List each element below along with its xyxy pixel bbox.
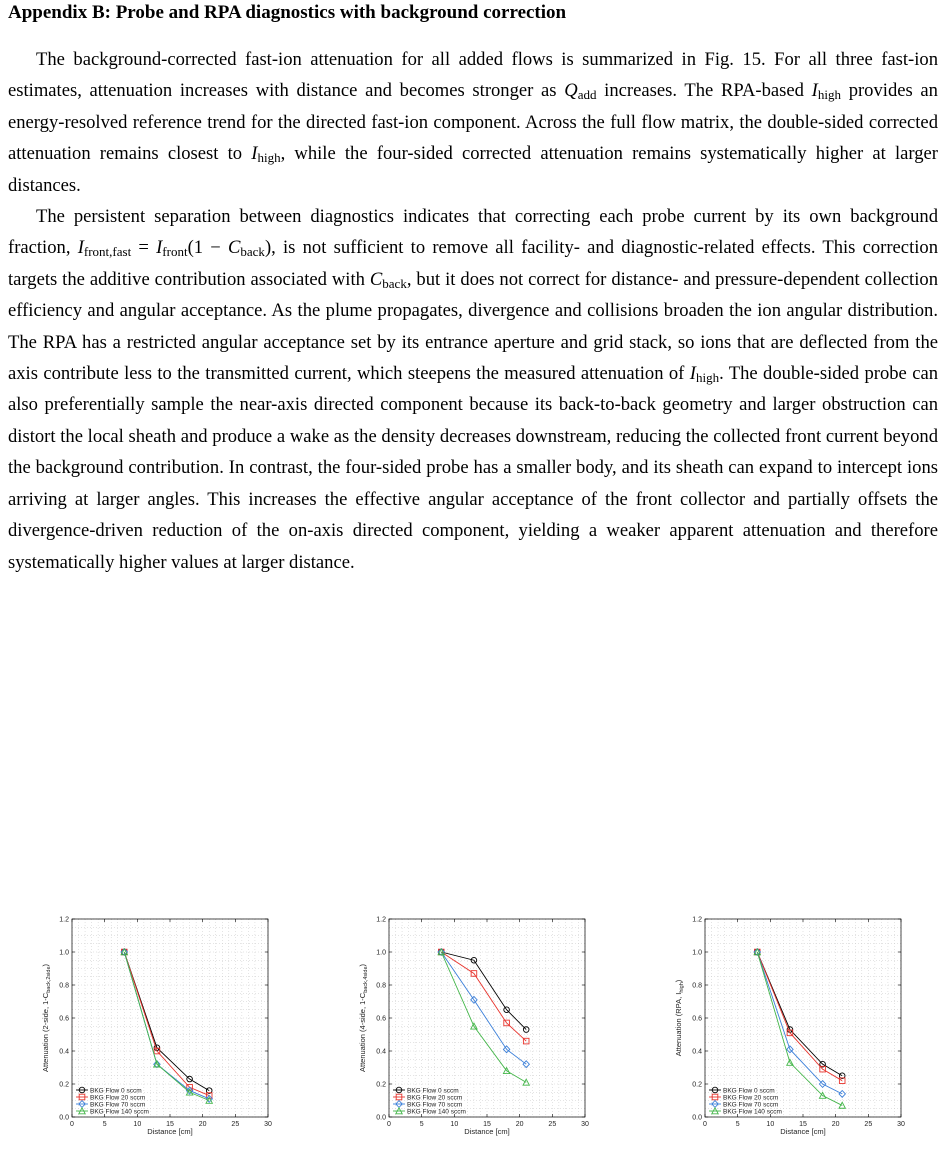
series-line [757,952,842,1081]
series-2 [121,949,212,1103]
x-tick-label: 30 [581,1121,589,1128]
legend-entry: BKG Flow 0 sccm [90,1087,142,1095]
legend [393,1087,466,1115]
series-line [124,952,209,1101]
section-heading: Appendix B: Probe and RPA diagnostics with background correction [8,2,567,23]
y-tick-label: 1.2 [692,916,702,924]
y-axis-label: Attenuation (4-side, $1-C_{back,4side}$) [358,963,369,1073]
y-tick-label: 0.6 [692,1015,702,1023]
series-1 [754,949,845,1083]
y-tick-label: 0.0 [692,1114,702,1122]
chart-4side [352,910,652,1151]
x-tick-label: 30 [897,1121,905,1128]
y-tick-label: 1.2 [376,916,386,924]
y-tick-label: 1.0 [376,949,386,957]
y-tick-label: 0.8 [376,982,386,990]
legend-entry: BKG Flow 0 sccm [723,1087,775,1095]
series-0 [438,949,529,1032]
chart-rpa [668,910,946,1151]
legend-entry: BKG Flow 140 sccm [90,1108,149,1116]
legend-entry: BKG Flow 140 sccm [723,1108,782,1116]
y-axis-label: Attenuation (2-side, $1-C_{back,2side}$) [41,963,52,1073]
x-axis-label: Distance [cm] [147,1127,193,1136]
series-line [441,952,526,1064]
series-line [124,952,209,1091]
x-tick-label: 0 [703,1121,707,1128]
paragraph-2: The persistent separation between diagnostics indicates that correcting each probe current by its own background fraction, $I_{front,fast} = I_{front}(1 - C_{back})$, is not sufficient to remove all facility- and diagnostic-related effects. This correction targets the additive contribution associated with $C_{back}$, but it does not correct for distance- and pressure-dependent collection efficiency and angular acceptance. As the plume propagates, divergence and collisions broaden the ion angular distribution. The RPA has a restricted angular acceptance set by its entrance aperture and grid stack, so ions that are deflected from the axis contribute less to the transmitted current, which steepens the measured attenuation of $I_{high}$. The double-sided probe can also preferentially sample the near-axis directed component because its back-to-back geometry and larger obstruction can distort the local sheath and produce a wake as the density decreases downstream, reducing the collected front current beyond the background contribution. In contrast, the four-sided probe has a smaller body, and its sheath can expand to intercept ions arriving at larger angles. This increases the effective angular acceptance of the front collector and partially offsets the divergence-driven reduction of the on-axis directed component, yielding a weaker apparent attenuation and therefore systematically higher values at larger distance. [8,206,938,573]
series-line [757,952,842,1105]
x-tick-label: 10 [766,1121,775,1128]
legend-entry: BKG Flow 140 sccm [407,1108,466,1116]
x-tick-label: 5 [102,1121,107,1128]
series-line [124,952,209,1096]
legend-entry: BKG Flow 20 sccm [723,1094,779,1102]
x-tick-label: 5 [735,1121,740,1128]
x-tick-label: 20 [515,1121,524,1128]
series-line [124,952,209,1099]
legend-entry: BKG Flow 70 sccm [90,1101,146,1109]
x-tick-label: 30 [264,1121,272,1128]
x-tick-label: 15 [483,1121,491,1128]
chart-2side [35,910,335,1151]
y-tick-label: 0.4 [692,1048,702,1056]
series-line [441,952,526,1030]
series-3 [754,949,845,1108]
chart-4side-svg [352,910,652,1151]
y-tick-label: 0.0 [59,1114,69,1122]
y-tick-label: 0.2 [376,1081,386,1089]
series-line [441,952,526,1041]
chart-2side-svg [35,910,335,1151]
y-tick-label: 0.4 [59,1048,69,1056]
series-3 [438,949,529,1085]
x-tick-label: 25 [548,1121,557,1128]
series-1 [438,949,529,1044]
legend-entry: BKG Flow 0 sccm [407,1087,459,1095]
x-axis-label: Distance [cm] [780,1127,826,1136]
x-tick-label: 0 [70,1121,74,1128]
x-tick-label: 0 [387,1121,391,1128]
series-line [757,952,842,1076]
y-tick-label: 0.4 [376,1048,386,1056]
x-axis-label: Distance [cm] [464,1127,510,1136]
y-tick-label: 0.2 [692,1081,702,1089]
legend-entry: BKG Flow 70 sccm [723,1101,779,1109]
y-tick-label: 0.8 [692,982,702,990]
x-tick-label: 20 [198,1121,207,1128]
section-body [8,44,938,578]
y-tick-label: 0.8 [59,982,69,990]
x-tick-label: 20 [831,1121,840,1128]
x-tick-label: 15 [799,1121,807,1128]
legend [709,1087,782,1115]
legend-entry: BKG Flow 70 sccm [407,1101,463,1109]
y-tick-label: 1.0 [59,949,69,957]
y-tick-label: 1.0 [692,949,702,957]
x-tick-label: 10 [133,1121,142,1128]
y-tick-label: 0.6 [376,1015,386,1023]
x-tick-label: 15 [166,1121,174,1128]
x-tick-label: 10 [450,1121,459,1128]
legend [76,1087,149,1115]
x-tick-label: 25 [231,1121,240,1128]
legend-entry: BKG Flow 20 sccm [407,1094,463,1102]
x-tick-label: 5 [419,1121,424,1128]
paragraph-1: The background-corrected fast-ion attenuation for all added flows is summarized in Fig. 15. For all three fast-ion estimates, attenuation increases with distance and becomes stronger as $Q_{add}$ increases. The RPA-based $I_{high}$ provides an energy-resolved reference trend for the directed fast-ion component. Across the full flow matrix, the double-sided corrected attenuation remains closest to $I_{high}$, while the four-sided corrected attenuation remains systematically higher at larger distances. [8,49,938,196]
y-axis-label: Attenuation (RPA, $I_{high}$) [674,979,685,1057]
chart-rpa-svg [668,910,946,1151]
figure-15 [0,910,946,1151]
y-tick-label: 1.2 [59,916,69,924]
y-tick-label: 0.0 [376,1114,386,1122]
y-tick-label: 0.6 [59,1015,69,1023]
x-tick-label: 25 [864,1121,873,1128]
legend-entry: BKG Flow 20 sccm [90,1094,146,1102]
series-2 [438,949,529,1068]
y-tick-label: 0.2 [59,1081,69,1089]
